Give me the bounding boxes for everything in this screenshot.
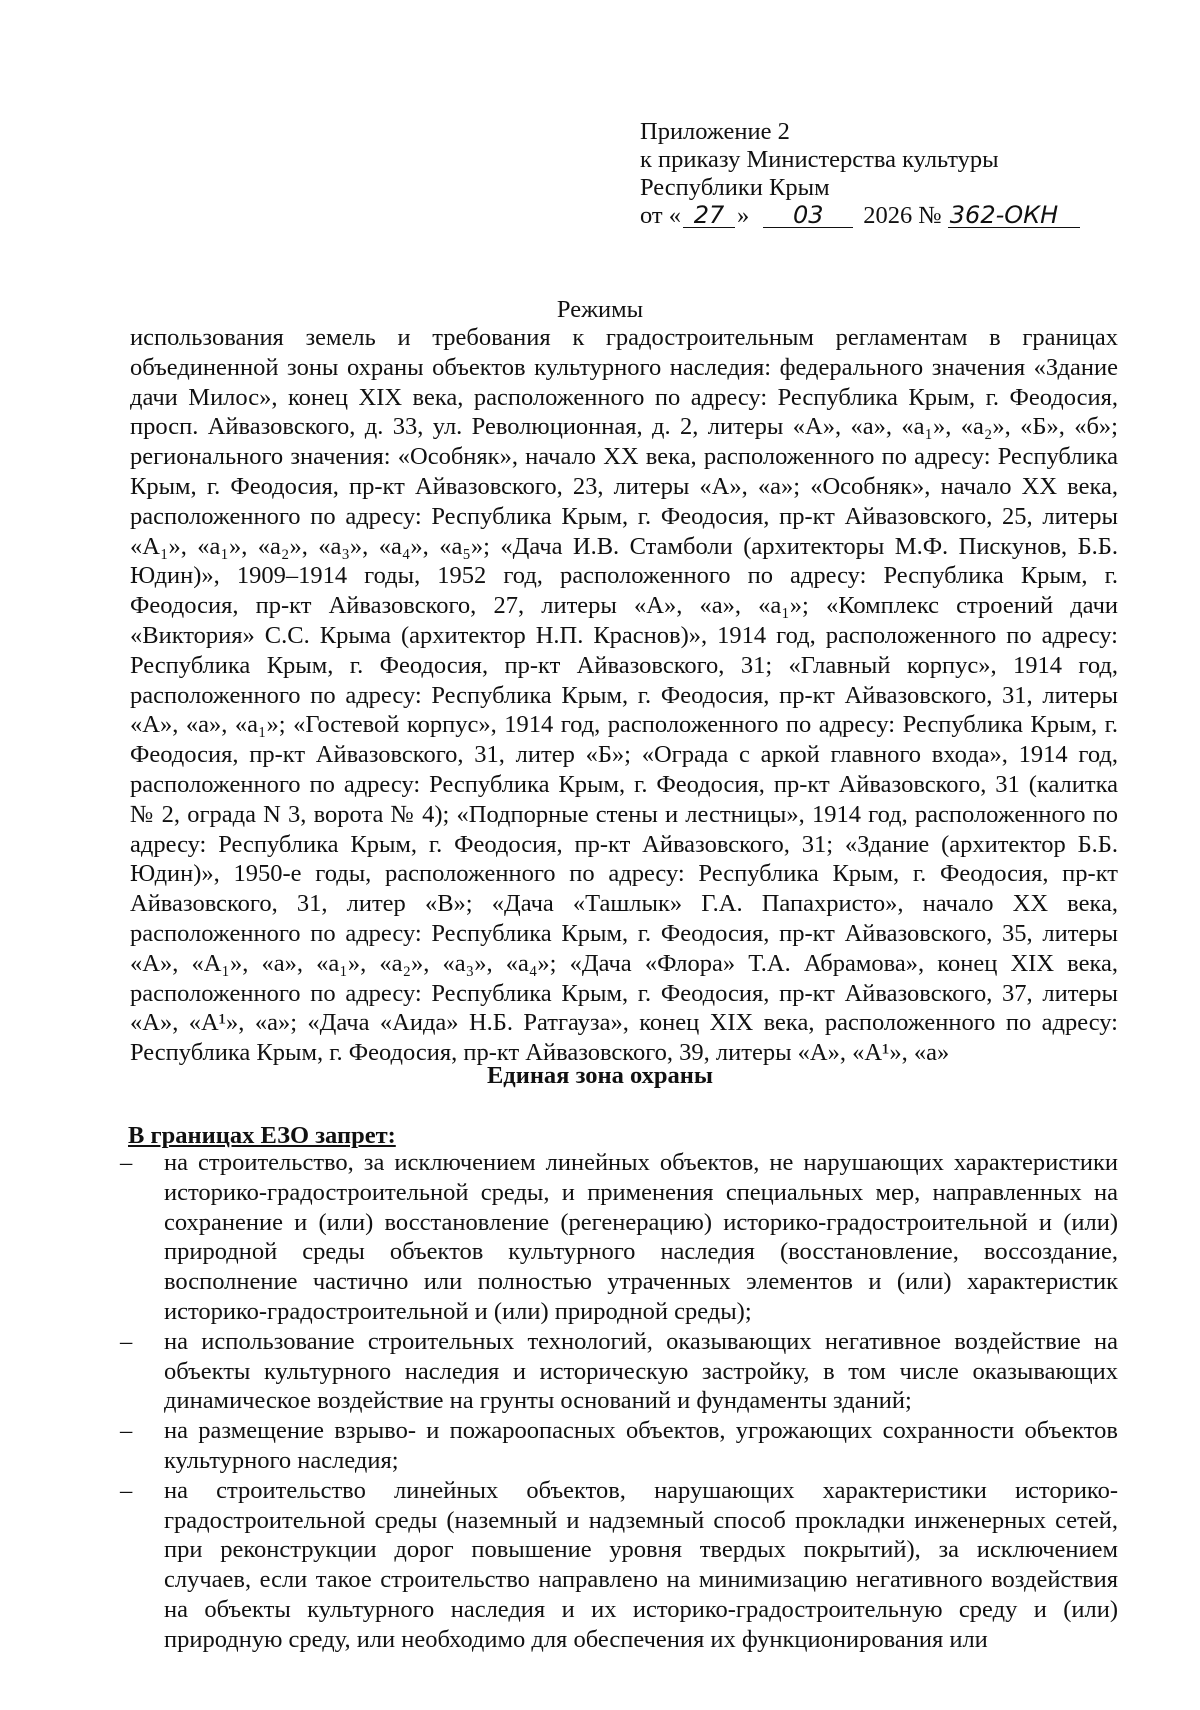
appendix-line-3: Республики Крым (640, 174, 830, 201)
appendix-line-2: к приказу Министерства культуры (640, 146, 999, 173)
date-quote-close: » (737, 202, 750, 229)
handwritten-day: 27 (683, 203, 735, 228)
list-item-text: на строительство, за исключением линейных объектов, не нарушающих характеристики историко-градостроительной среды, и применения специальных мер, направленных на сохранение и (или) восстановление (регенерацию) историко-градостроительной и (или) природной среды объектов культурного наследия (восстановление, воссоздание, восполнение частично или полностью утраченных элементов и (или) характеристик историко-градостроительной и (или) природной среды); (164, 1149, 1118, 1325)
list-item-text: на использование строительных технологий, оказывающих негативное воздействие на объекты культурного наследия и историческую застройку, в том числе оказывающих динамическое воздействие на грунты оснований и фундаменты зданий; (164, 1327, 1118, 1415)
handwritten-month: 03 (763, 203, 853, 228)
list-item-text: на строительство линейных объектов, нарушающих характеристики историко-градостроительной среды (наземный и надземный способ прокладки инженерных сетей, при реконструкции дорог повышение уровня твердых покрытий), за исключением случаев, если такое строительство направлено на минимизацию негативного воздействия на объекты культурного наследия и их историко-градостроительную среду и (или) природную среду, или необходимо для обеспечения их функционирования или (164, 1476, 1118, 1653)
list-item-text: на размещение взрыво- и пожароопасных объектов, угрожающих сохранности объектов культурного наследия; (164, 1417, 1118, 1474)
zone-heading: Единая зона охраны (486, 1062, 714, 1089)
bullet-dash: – (120, 1417, 133, 1445)
bullet-dash: – (120, 1327, 133, 1355)
list-item (120, 1416, 1118, 1476)
list-item (120, 1327, 1118, 1416)
section-heading: В границах ЕЗО запрет: (128, 1122, 396, 1149)
list-item (120, 1148, 1118, 1327)
appendix-header (640, 118, 1080, 230)
date-prefix: от « (640, 202, 682, 229)
document-title: Режимы (556, 296, 644, 323)
restrictions-list (120, 1148, 1118, 1655)
order-date-line (640, 202, 1080, 230)
appendix-line-1: Приложение 2 (640, 118, 790, 145)
bullet-dash: – (120, 1149, 133, 1176)
date-year: 2026 № (863, 202, 942, 229)
bullet-dash: – (120, 1476, 133, 1504)
document-subject: использования земель и требования к градостроительным регламентам в границах объединенной зоны охраны объектов культурного наследия: федерального значения «Здание дачи Милос», конец XIX века, расположенного по адресу: Республика Крым, г. Феодосия, просп. Айвазовского, д. 33, ул. Революционная, д. 2, литеры «А», «а», «а₁», «а₂», «Б», «б»; регионального значения: «Особняк», начало XX века, расположенного по адресу: Республика Крым, г. Феодосия, пр-кт Айвазовского, 23, литеры «А», «а»; «Особняк», начало XX века, расположенного по адресу: Республика Крым, г. Феодосия, пр-кт Айвазовского, 25, литеры «А₁», «а₁», «а₂», «а₃», «а₄», «а₅»; «Дача И.В. Стамболи (архитекторы М.Ф. Пискунов, Б.Б. Юдин)», 1909–1914 годы, 1952 год, расположенного по адресу: Республика Крым, г. Феодосия, пр-кт Айвазовского, 27, литеры «А», «а», «а₁»; «Комплекс строений дачи «Виктория» С.С. Крыма (архитектор Н.П. Краснов)», 1914 год, расположенного по адресу: Республика Крым, г. Феодосия, пр-кт Айвазовского, 31; «Главный корпус», 1914 год, расположенного по адресу: Республика Крым, г. Феодосия, пр-кт Айвазовского, 31, литеры «А», «а», «а₁»; «Гостевой корпус», 1914 год, расположенного по адресу: Республика Крым, г. Феодосия, пр-кт Айвазовского, 31, литер «Б»; «Ограда с аркой главного входа», 1914 год, расположенного по адресу: Республика Крым, г. Феодосия, пр-кт Айвазовского, 31 (калитка № 2, ограда N 3, ворота № 4); «Подпорные стены и лестницы», 1914 год, расположенного по адресу: Республика Крым, г. Феодосия, пр-кт Айвазовского, 31; «Здание (архитектор Б.Б. Юдин)», 1950-е годы, расположенного по адресу: Республика Крым, г. Феодосия, пр-кт Айвазовского, 31, литер «В»; «Дача «Ташлык» Г.А. Папахристо», начало XX века, расположенного по адресу: Республика Крым, г. Феодосия, пр-кт Айвазовского, 35, литеры «А», «А₁», «а», «а₁», «а₂», «а₃», «а₄»; «Дача «Флора» Т.А. Абрамова», конец XIX века, расположенного по адресу: Республика Крым, г. Феодосия, пр-кт Айвазовского, 37, литеры «А», «А¹», «а»; «Дача «Аида» Н.Б. Ратгауза», конец XIX века, расположенного по адресу: Республика Крым, г. Феодосия, пр-кт Айвазовского, 39, литеры «А», «А¹», «а» (130, 324, 1118, 1067)
handwritten-order-number: 362-ОКН (948, 203, 1080, 228)
list-item (120, 1476, 1118, 1655)
